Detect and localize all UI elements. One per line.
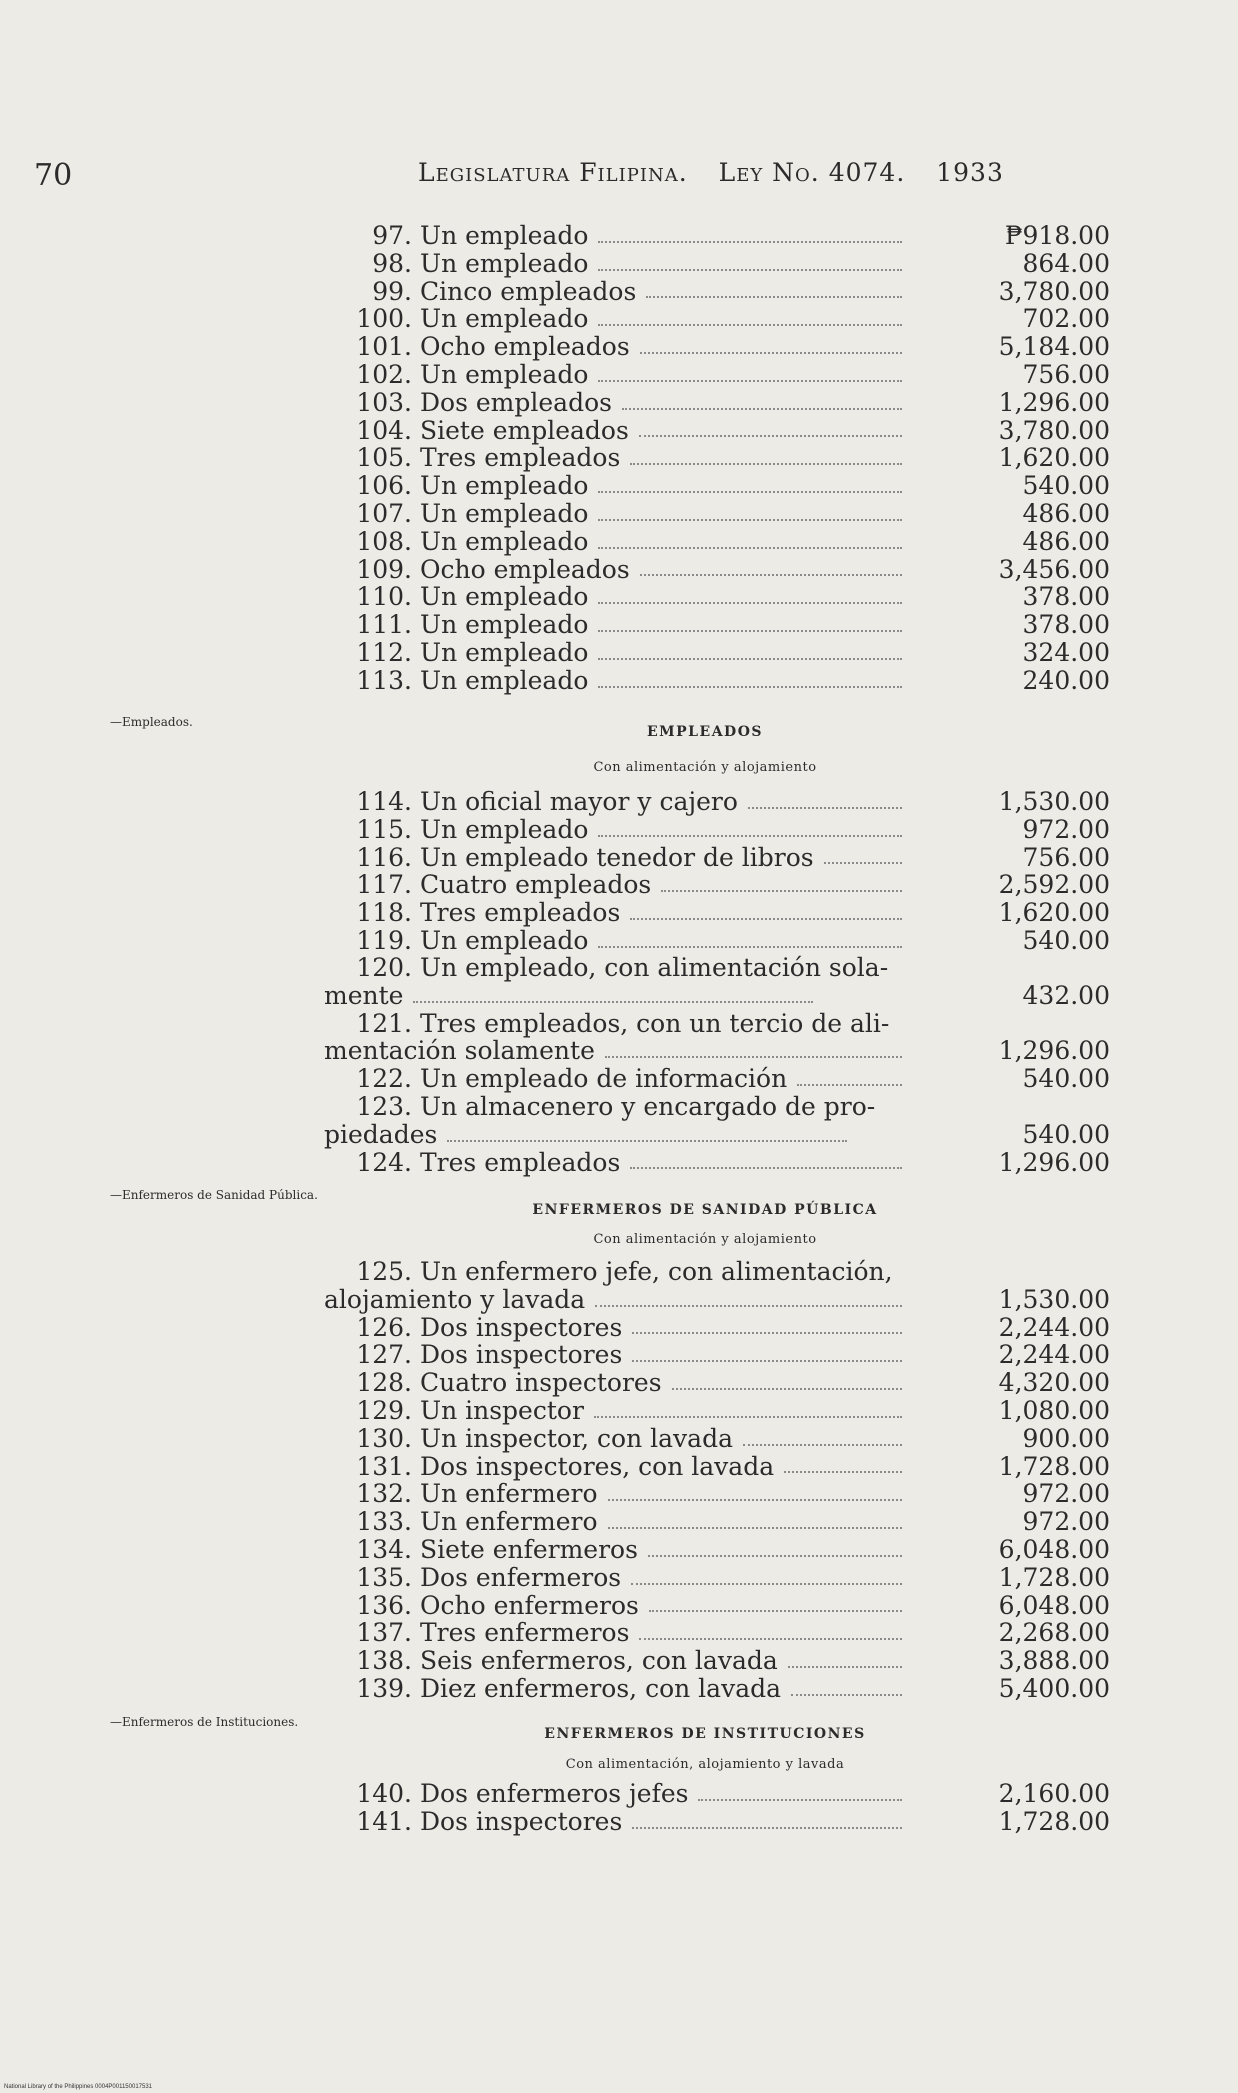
item-amount: 240.00: [1022, 665, 1110, 695]
item-amount: 1,728.00: [998, 1451, 1110, 1481]
list-item: [300, 333, 1110, 361]
item-number: 131.: [356, 1451, 412, 1481]
dot-leader: [598, 241, 902, 243]
item-number: 112.: [356, 637, 412, 667]
item-description: Un inspector, con lavada: [420, 1423, 733, 1453]
item-description: Dos inspectores: [420, 1340, 623, 1370]
item-amount: 756.00: [1022, 842, 1110, 872]
item-amount: 900.00: [1022, 1423, 1110, 1453]
item-number: 116.: [356, 842, 412, 872]
list-item: [300, 417, 1110, 445]
list-item: [300, 667, 1110, 695]
item-number: 135.: [356, 1562, 412, 1592]
item-amount: 972.00: [1022, 1507, 1110, 1537]
item-number: 105.: [356, 443, 412, 473]
item-amount: 1,530.00: [998, 787, 1110, 816]
section-title-instituciones: ENFERMEROS DE INSTITUCIONES: [544, 1726, 866, 1742]
item-number: 134.: [356, 1534, 412, 1564]
item-number: 132.: [356, 1479, 412, 1509]
item-description: Dos inspectores, con lavada: [420, 1451, 775, 1481]
item-amount: 1,080.00: [998, 1395, 1110, 1425]
dot-leader: [632, 1332, 902, 1334]
scan-footer: National Library of the Philippines 0004P001150017531: [4, 2084, 152, 2090]
list-item: [300, 444, 1110, 472]
item-description: Dos inspectores: [420, 1806, 623, 1836]
dot-leader: [632, 1827, 902, 1829]
item-description: Un empleado: [420, 665, 589, 695]
list-item: 121. Tres empleados, con un tercio de ali- mentación solamente 1,296.00: [324, 1008, 1110, 1066]
dot-leader: [598, 946, 902, 948]
item-number: 137.: [356, 1618, 412, 1648]
item-amount: 540.00: [1022, 471, 1110, 501]
item-description: Un empleado: [420, 498, 589, 528]
list-item: 120. Un empleado, con alimentación sola- mente 432.00: [324, 953, 1110, 1010]
item-amount: 4,320.00: [998, 1368, 1110, 1398]
item-number: 130.: [356, 1423, 412, 1453]
item-number: 107.: [356, 498, 412, 528]
dot-leader: [648, 1555, 902, 1557]
list-item: [300, 389, 1110, 417]
item-list-d: [300, 1780, 1110, 1836]
item-amount: 2,244.00: [998, 1340, 1110, 1370]
item-description: Seis enfermeros, con lavada: [420, 1646, 778, 1676]
running-head-title: Legislatura Filipina.: [418, 158, 688, 187]
section-title-sanidad: ENFERMEROS DE SANIDAD PÚBLICA: [532, 1202, 878, 1218]
item-list-c: [300, 1258, 1110, 1703]
dot-leader: [594, 1416, 902, 1418]
margin-note-sanidad: —Enfermeros de Sanidad Pública.: [110, 1188, 318, 1202]
item-description: Tres empleados: [420, 898, 621, 928]
item-amount: 324.00: [1022, 637, 1110, 667]
item-number: 104.: [356, 415, 412, 445]
list-item: [300, 927, 1110, 955]
item-amount: 864.00: [1022, 248, 1110, 278]
item-amount: 702.00: [1022, 304, 1110, 334]
item-number: 108.: [356, 526, 412, 556]
item-number: 109.: [356, 554, 412, 584]
item-list-b: [300, 788, 1110, 955]
list-item: [300, 844, 1110, 872]
list-item: 122. Un empleado de información 540.00: [356, 1064, 1110, 1094]
dot-leader: [631, 1583, 902, 1585]
section-title-empleados: EMPLEADOS: [646, 724, 764, 740]
list-item: [300, 528, 1110, 556]
dot-leader: [598, 658, 902, 660]
dot-leader: [598, 519, 902, 521]
list-item: [300, 472, 1110, 500]
item-amount: 378.00: [1022, 582, 1110, 612]
item-amount: 972.00: [1022, 1479, 1110, 1509]
list-item: [300, 250, 1110, 278]
item-number: 99.: [372, 276, 412, 306]
item-amount: 3,780.00: [998, 276, 1110, 306]
item-number: 114.: [356, 787, 412, 816]
dot-leader: [640, 352, 902, 354]
list-item: [300, 1592, 1110, 1620]
item-description: Tres empleados: [420, 443, 621, 473]
item-amount: 3,888.00: [998, 1646, 1110, 1676]
item-description: Cuatro empleados: [420, 870, 652, 900]
item-description: Tres enfermeros: [420, 1618, 630, 1648]
dot-leader: [608, 1527, 902, 1529]
list-item: [300, 1647, 1110, 1675]
item-description: Un empleado: [420, 359, 589, 389]
item-amount: 3,780.00: [998, 415, 1110, 445]
item-number: 98.: [372, 248, 412, 278]
item-number: 102.: [356, 359, 412, 389]
dot-leader: [698, 1799, 902, 1801]
dot-leader: [598, 324, 902, 326]
item-description: Diez enfermeros, con lavada: [420, 1673, 782, 1703]
dot-leader: [622, 408, 902, 410]
dot-leader: [598, 380, 902, 382]
item-amount: 5,184.00: [998, 332, 1110, 362]
item-number: 126.: [356, 1312, 412, 1342]
item-amount: 2,160.00: [998, 1779, 1110, 1808]
section-subtitle-empleados: Con alimentación y alojamiento: [593, 760, 817, 775]
item-description: Ocho empleados: [420, 554, 630, 584]
item-description: Un empleado tenedor de libros: [420, 842, 814, 872]
dot-leader: [649, 1610, 902, 1612]
item-number: 119.: [356, 925, 412, 955]
item-description: Un empleado: [420, 526, 589, 556]
item-list-a: [300, 222, 1110, 695]
item-description: Un empleado: [420, 221, 589, 250]
item-number: 117.: [356, 870, 412, 900]
running-head: [418, 158, 1026, 187]
item-description: Un empleado: [420, 304, 589, 334]
item-description: Siete empleados: [420, 415, 629, 445]
dot-leader: [598, 269, 902, 271]
item-number: 110.: [356, 582, 412, 612]
item-number: 129.: [356, 1395, 412, 1425]
list-item: [300, 222, 1110, 250]
item-description: Un empleado: [420, 925, 589, 955]
dot-leader: [598, 686, 902, 688]
list-item: [300, 1369, 1110, 1397]
list-item: [300, 1808, 1110, 1836]
dot-leader: [630, 463, 902, 465]
list-item: [300, 1397, 1110, 1425]
item-amount: 2,244.00: [998, 1312, 1110, 1342]
item-number: 103.: [356, 387, 412, 417]
list-item: [300, 1314, 1110, 1342]
item-number: 113.: [356, 665, 412, 695]
list-item: [300, 500, 1110, 528]
list-item: [300, 1508, 1110, 1536]
item-amount: 1,620.00: [998, 443, 1110, 473]
list-item: [300, 361, 1110, 389]
list-item: [300, 305, 1110, 333]
item-description: Un empleado: [420, 471, 589, 501]
running-head-year: 1933: [936, 158, 1004, 187]
dot-leader: [640, 574, 902, 576]
dot-leader: [598, 491, 902, 493]
dot-leader: [788, 1666, 902, 1668]
item-description: Un empleado: [420, 248, 589, 278]
list-item: [300, 1675, 1110, 1703]
dot-leader: [608, 1499, 902, 1501]
item-amount: 2,592.00: [998, 870, 1110, 900]
item-amount: 1,728.00: [998, 1562, 1110, 1592]
dot-leader: [743, 1444, 902, 1446]
dot-leader: [672, 1388, 902, 1390]
item-description: Un oficial mayor y cajero: [420, 787, 738, 816]
margin-note-empleados: —Empleados.: [110, 715, 193, 729]
item-description: Dos enfermeros: [420, 1562, 622, 1592]
list-item: [300, 583, 1110, 611]
item-number: 111.: [356, 610, 412, 640]
item-number: 100.: [356, 304, 412, 334]
item-description: Un empleado: [420, 582, 589, 612]
item-amount: 2,268.00: [998, 1618, 1110, 1648]
list-item: [300, 788, 1110, 816]
item-description: Ocho enfermeros: [420, 1590, 639, 1620]
item-description: Un empleado: [420, 610, 589, 640]
list-item: [300, 1780, 1110, 1808]
list-item: [300, 556, 1110, 584]
item-amount: 6,048.00: [998, 1590, 1110, 1620]
item-description: Un empleado: [420, 637, 589, 667]
item-number: 141.: [356, 1806, 412, 1836]
list-item: [300, 639, 1110, 667]
list-item: [300, 1341, 1110, 1369]
dot-leader: [598, 547, 902, 549]
item-description: Un inspector: [420, 1395, 584, 1425]
item-number: 115.: [356, 814, 412, 844]
item-amount: 6,048.00: [998, 1534, 1110, 1564]
item-number: 133.: [356, 1507, 412, 1537]
dot-leader: [598, 630, 902, 632]
item-number: 106.: [356, 471, 412, 501]
item-amount: 756.00: [1022, 359, 1110, 389]
dot-leader: [661, 890, 902, 892]
item-amount: 1,728.00: [998, 1806, 1110, 1836]
item-number: 128.: [356, 1368, 412, 1398]
dot-leader: [824, 862, 902, 864]
list-item: [300, 1619, 1110, 1647]
item-number: 97.: [372, 221, 412, 250]
item-amount: 378.00: [1022, 610, 1110, 640]
dot-leader: [639, 1638, 902, 1640]
dot-leader: [598, 835, 902, 837]
running-head-law: Ley No. 4074.: [718, 158, 906, 187]
margin-note-instituciones: —Enfermeros de Instituciones.: [110, 1715, 299, 1729]
item-description: Dos enfermeros jefes: [420, 1779, 689, 1808]
item-number: 140.: [356, 1779, 412, 1808]
list-item: [300, 816, 1110, 844]
item-description: Dos inspectores: [420, 1312, 623, 1342]
dot-leader: [791, 1694, 902, 1696]
list-item: 123. Un almacenero y encargado de pro- piedades 540.00: [324, 1091, 1110, 1149]
item-list-b2: [300, 954, 1110, 1176]
item-amount: 1,620.00: [998, 898, 1110, 928]
item-number: 118.: [356, 898, 412, 928]
item-description: Cuatro inspectores: [420, 1368, 662, 1398]
item-description: Siete enfermeros: [420, 1534, 638, 1564]
section-subtitle-instituciones: Con alimentación, alojamiento y lavada: [565, 1757, 845, 1772]
section-subtitle-sanidad: Con alimentación y alojamiento: [593, 1232, 817, 1247]
item-amount: 540.00: [1022, 925, 1110, 955]
list-item: 124. Tres empleados 1,296.00: [356, 1147, 1110, 1177]
list-item: [300, 1425, 1110, 1453]
item-number: 127.: [356, 1340, 412, 1370]
item-number: 101.: [356, 332, 412, 362]
item-amount: 1,296.00: [998, 387, 1110, 417]
list-item: [300, 278, 1110, 306]
list-item: [300, 871, 1110, 899]
item-number: 139.: [356, 1673, 412, 1703]
item-description: Ocho empleados: [420, 332, 630, 362]
item-number: 136.: [356, 1590, 412, 1620]
item-amount: 5,400.00: [998, 1673, 1110, 1703]
item-description: Un enfermero: [420, 1507, 598, 1537]
item-description: Dos empleados: [420, 387, 612, 417]
list-item: [300, 1480, 1110, 1508]
list-item: [300, 1536, 1110, 1564]
dot-leader: [784, 1471, 902, 1473]
item-description: Un enfermero: [420, 1479, 598, 1509]
dot-leader: [630, 918, 902, 920]
item-amount: 486.00: [1022, 526, 1110, 556]
item-amount: 972.00: [1022, 814, 1110, 844]
list-item: [300, 899, 1110, 927]
list-item: [300, 611, 1110, 639]
dot-leader: [598, 602, 902, 604]
item-description: Cinco empleados: [420, 276, 637, 306]
item-amount: 3,456.00: [998, 554, 1110, 584]
item-number: 138.: [356, 1646, 412, 1676]
item-amount: 486.00: [1022, 498, 1110, 528]
dot-leader: [748, 807, 902, 809]
dot-leader: [632, 1360, 902, 1362]
list-item: 125. Un enfermero jefe, con alimentación, alojamiento y lavada 1,530.00: [324, 1257, 1110, 1314]
dot-leader: [646, 296, 902, 298]
page-number: 70: [34, 158, 73, 193]
item-amount: ₱918.00: [1004, 221, 1110, 250]
list-item: [300, 1453, 1110, 1481]
list-item: [300, 1564, 1110, 1592]
dot-leader: [639, 435, 902, 437]
item-description: Un empleado: [420, 814, 589, 844]
